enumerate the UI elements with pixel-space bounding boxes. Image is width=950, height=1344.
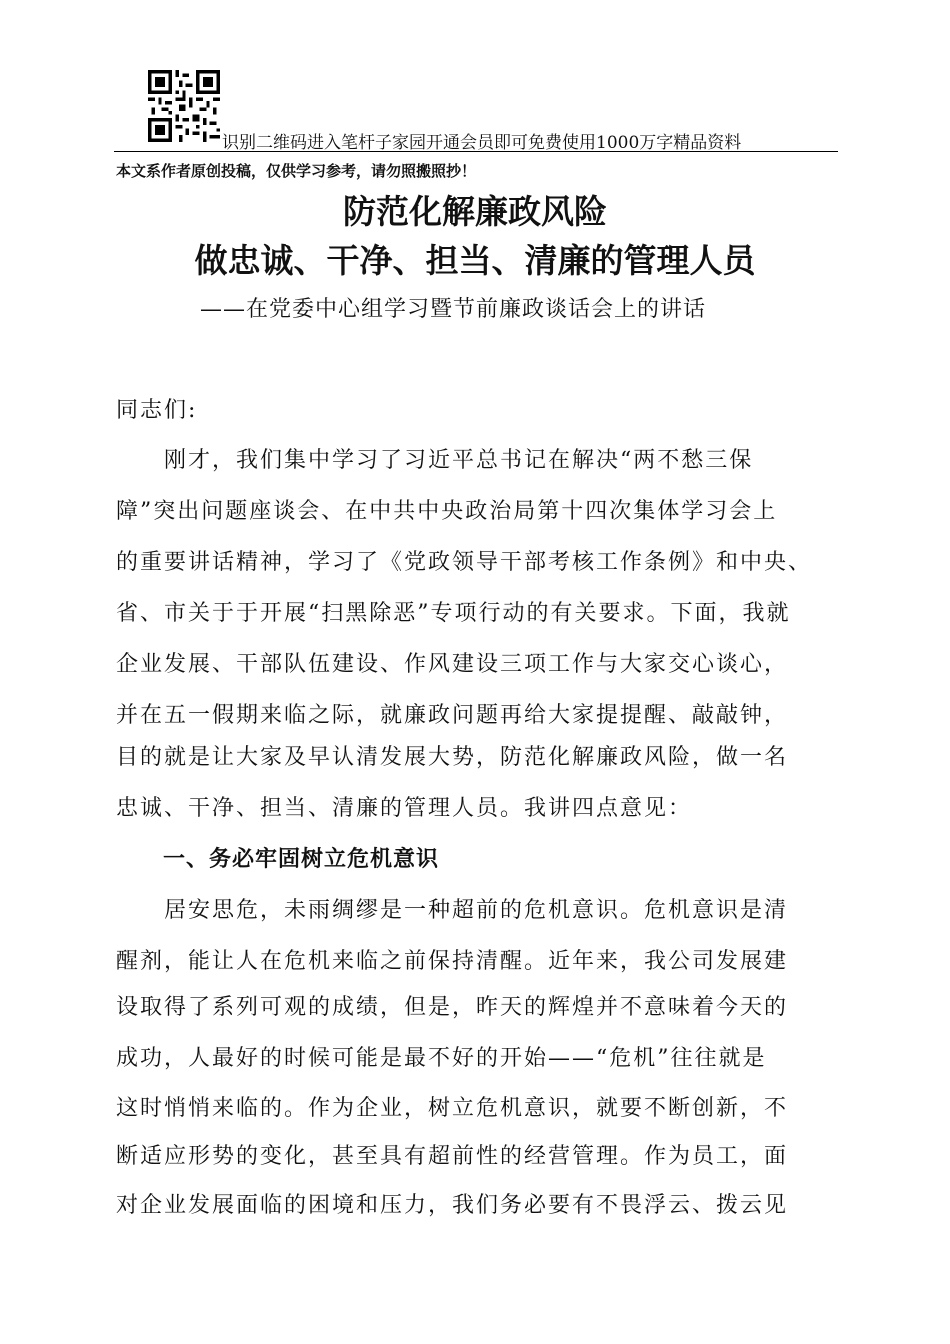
salutation: 同志们:	[116, 398, 198, 423]
header-divider	[114, 151, 838, 152]
paragraph-line: 目的就是让大家及早认清发展大势，防范化解廉政风险，做一名	[116, 745, 789, 770]
promo-text: 识别二维码进入笔杆子家园开通会员即可免费使用1000万字精品资料	[222, 133, 742, 153]
paragraph-line: 忠诚、干净、担当、清廉的管理人员。我讲四点意见：	[116, 796, 693, 821]
section-heading: 一、务必牢固树立危机意识	[163, 847, 440, 872]
paragraph-line: 居安思危，未雨绸缪是一种超前的危机意识。危机意识是清	[116, 898, 789, 923]
document-title-line1: 防范化解廉政风险	[343, 192, 607, 231]
copyright-notice: 本文系作者原创投稿，仅供学习参考，请勿照搬照抄！	[116, 162, 477, 180]
paragraph-line: 成功，人最好的时候可能是最不好的开始——“危机”往往就是	[116, 1046, 767, 1071]
paragraph-line: 的重要讲话精神，学习了《党政领导干部考核工作条例》和中央、	[116, 550, 813, 575]
paragraph-line: 省、市关于于开展“扫黑除恶”专项行动的有关要求。下面，我就	[116, 601, 791, 626]
document-title-line2: 做忠诚、干净、担当、清廉的管理人员	[194, 241, 756, 280]
paragraph-line: 并在五一假期来临之际，就廉政问题再给大家提提醒、敲敲钟，	[116, 703, 789, 728]
paragraph-line: 刚才，我们集中学习了习近平总书记在解决“两不愁三保	[116, 448, 754, 473]
document-subtitle: ——在党委中心组学习暨节前廉政谈话会上的讲话	[200, 297, 707, 322]
paragraph-line: 企业发展、干部队伍建设、作风建设三项工作与大家交心谈心，	[116, 652, 789, 677]
paragraph-line: 障”突出问题座谈会、在中共中央政治局第十四次集体学习会上	[116, 499, 778, 524]
paragraph-line: 设取得了系列可观的成绩，但是，昨天的辉煌并不意味着今天的	[116, 995, 789, 1020]
paragraph-line: 断适应形势的变化，甚至具有超前性的经营管理。作为员工，面	[116, 1144, 789, 1169]
paragraph-line: 对企业发展面临的困境和压力，我们务必要有不畏浮云、拨云见	[116, 1193, 789, 1218]
paragraph-line: 这时悄悄来临的。作为企业，树立危机意识，就要不断创新，不	[116, 1096, 789, 1121]
qr-code-image	[148, 70, 220, 142]
paragraph-line: 醒剂，能让人在危机来临之前保持清醒。近年来，我公司发展建	[116, 949, 789, 974]
